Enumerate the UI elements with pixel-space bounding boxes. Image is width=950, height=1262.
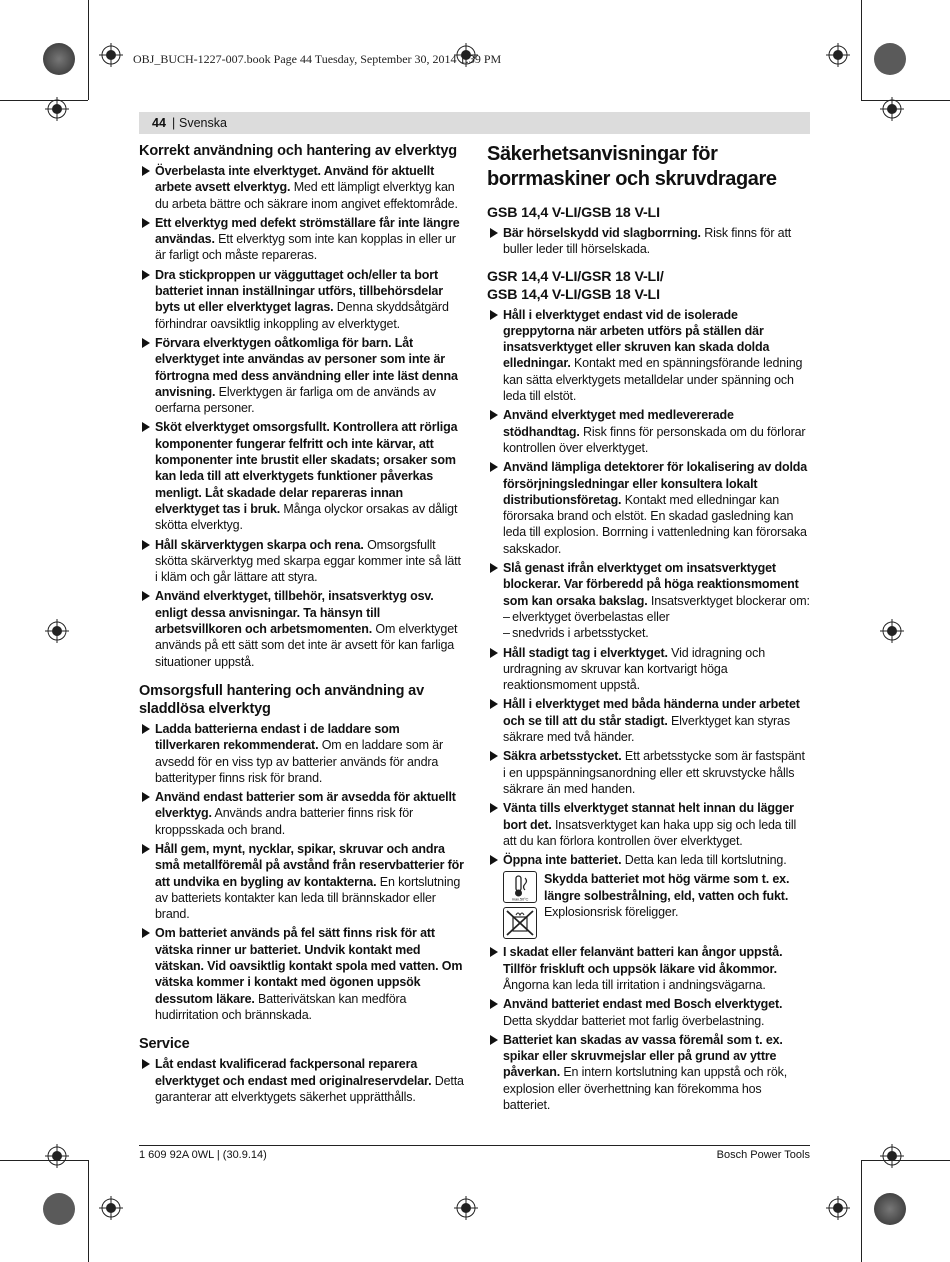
bullet-triangle-icon bbox=[142, 540, 150, 550]
list-item bbox=[487, 1032, 810, 1113]
item-bold-text: Slå genast ifrån elverktyget om insatsverktyget blockerar. Var förberedd på höga reaktionsmoment som kan orsaka bakslag. bbox=[503, 561, 799, 608]
item-plain-text: Elverktygen är farliga om de används av oerfarna personer. bbox=[155, 384, 436, 416]
bullet-triangle-icon bbox=[490, 855, 498, 865]
item-plain-text: Ett elverktyg som inte kan kopplas in eller ur är farligt och måste repareras. bbox=[155, 232, 456, 263]
bullet-triangle-icon bbox=[142, 218, 150, 228]
bullet-list bbox=[139, 163, 466, 670]
list-item bbox=[487, 560, 810, 609]
item-plain-text: Vid idragning och urdragning av skruvar kan kortvarigt höga reaktionsmoment uppstå. bbox=[503, 645, 766, 693]
icon-note-text bbox=[544, 871, 810, 920]
trim-mark bbox=[88, 0, 89, 100]
heat-warning-icon bbox=[503, 871, 537, 903]
bullet-triangle-icon bbox=[142, 928, 150, 938]
item-plain-text: En intern kortslutning kan uppstå och rök, explosion eller överhettning kan förekomma hos batteriet. bbox=[503, 1065, 788, 1113]
section-heading: Service bbox=[139, 1036, 190, 1053]
item-plain-text: Risk finns för personskada om du förlorar kontrollen över elverktyget. bbox=[503, 424, 806, 455]
bullet-triangle-icon bbox=[490, 228, 498, 238]
item-plain-text: Omsorgsfullt skötta skärverktyg med skarpa eggar kommer inte så lätt i kläm och går lättare att styra. bbox=[155, 537, 461, 585]
item-bold-text: Förvara elverktygen oåtkomliga för barn. Låt elverktyget inte användas av personer som inte är förtrogna med dess användning eller inte läst denna anvisning. bbox=[155, 335, 458, 399]
color-swatch bbox=[874, 1193, 906, 1225]
registration-mark bbox=[99, 43, 123, 67]
list-item bbox=[139, 789, 466, 838]
item-bold-text: Vänta tills elverktyget stannat helt innan du lägger bort det. bbox=[503, 801, 794, 832]
list-item bbox=[139, 925, 466, 1023]
item-plain-text: En kortslutning av batteriets kontakter kan leda till brännskador eller brand. bbox=[155, 874, 461, 922]
item-plain-text: Ångorna kan leda till irritation i andningsvägarna. bbox=[503, 977, 766, 992]
list-item bbox=[487, 407, 810, 456]
bullet-triangle-icon bbox=[490, 648, 498, 658]
item-bold-text: Om batteriet används på fel sätt finns risk för att vätska rinner ur batteriet. Undvik kontakt med vätskan. Vid oavsiktlig kontakt spola med vatten. Om vätska kommer i kontakt med ögonen uppsök dessutom läkare. bbox=[155, 926, 463, 1006]
item-plain-text: Detta skyddar batteriet mot farlig överbelastning. bbox=[503, 1013, 765, 1028]
list-item bbox=[139, 588, 466, 669]
bullet-triangle-icon bbox=[142, 270, 150, 280]
item-bold-text: Låt endast kvalificerad fackpersonal reparera elverktyget och endast med originalreservdelar. bbox=[155, 1057, 432, 1088]
item-bold-text: Använd elverktyget, tillbehör, insatsverktyg osv. enligt dessa anvisningar. Ta hänsyn till arbetsvillkoren och arbetsmomenten. bbox=[155, 589, 434, 637]
dash-item: – elverktyget överbelastas eller bbox=[503, 609, 670, 624]
footer-brand: Bosch Power Tools bbox=[716, 1149, 810, 1161]
item-bold-text: Använd lämpliga detektorer för lokalisering av dolda försörjningsledningar eller konsultera lokalt distributionsföretag. bbox=[503, 460, 808, 507]
bullet-triangle-icon bbox=[490, 751, 498, 761]
registration-mark bbox=[826, 43, 850, 67]
trim-mark bbox=[0, 1160, 88, 1161]
item-plain-text: Risk finns för att buller leder till hörselskada. bbox=[503, 226, 792, 257]
item-plain-text: Om elverktyget används på ett sätt som det inte är avsett för kan farliga situationer uppstå. bbox=[155, 622, 458, 669]
item-plain-text: Insatsverktyget blockerar om: bbox=[647, 593, 810, 608]
item-bold-text: Håll gem, mynt, nycklar, spikar, skruvar och andra små metallföremål på avstånd från reservbatterier för att undvika en bygling av kontakterna. bbox=[155, 841, 464, 889]
item-plain-text: Detta garanterar att elverktygets säkerhet upprätthålls. bbox=[155, 1073, 464, 1104]
list-item bbox=[139, 215, 466, 264]
item-plain-text: Elverktyget kan styras säkrare med två händer. bbox=[503, 713, 790, 745]
left-column bbox=[139, 142, 466, 1105]
page-title: Säkerhetsanvisningar för borrmaskiner och skruvdragare bbox=[487, 143, 777, 190]
item-plain-text: Kontakt med elledningar kan förorsaka brand och elstöt. En skadad gasledning kan leda till explosion. Borrning i vattenledning kan förorsaka sakskador. bbox=[503, 492, 807, 556]
list-item bbox=[487, 996, 810, 1029]
item-bold-text: Säkra arbetsstycket. bbox=[503, 749, 622, 764]
item-plain-text: Ett arbetsstycke som är fastspänt i en uppspänningsanordning eller ett skruvstycke hålls säkrare än med handen. bbox=[503, 749, 805, 796]
registration-mark bbox=[826, 1196, 850, 1220]
item-bold-text: Håll i elverktyget endast vid de isolerade greppytorna när arbeten utförs på ställen där insatsverktyget eller skruven kan skada dolda elledningar. bbox=[503, 307, 770, 371]
trim-mark bbox=[88, 1160, 89, 1262]
item-bold-text: Öppna inte batteriet. bbox=[503, 853, 622, 868]
item-plain-text: Många olyckor orsakas av dåligt skötta elverktyg. bbox=[155, 501, 458, 533]
list-item bbox=[139, 1056, 466, 1105]
icon-label: max.50°C bbox=[511, 896, 529, 902]
bullet-triangle-icon bbox=[142, 166, 150, 176]
registration-mark bbox=[454, 1196, 478, 1220]
item-plain-text: Om en laddare som är avsedd för en viss typ av batterier används för andra batterityper finns risk för brand. bbox=[155, 738, 444, 785]
icon-note-bold: Skydda batteriet mot hög värme som t. ex. längre solbestrålning, eld, vatten och fukt. bbox=[544, 872, 790, 903]
dash-item: – snedvrids i arbetsstycket. bbox=[503, 626, 649, 641]
bullet-triangle-icon bbox=[490, 803, 498, 813]
trim-mark bbox=[0, 100, 88, 101]
bullet-triangle-icon bbox=[142, 422, 150, 432]
bullet-list bbox=[487, 645, 810, 869]
list-item bbox=[487, 748, 810, 797]
icon-warning-block bbox=[487, 871, 810, 941]
registration-mark bbox=[45, 1144, 69, 1168]
item-bold-text: Håll skärverktygen skarpa och rena. bbox=[155, 537, 364, 552]
bullet-triangle-icon bbox=[490, 999, 498, 1009]
bullet-triangle-icon bbox=[142, 591, 150, 601]
model-heading: GSR 14,4 V-LI/GSR 18 V-LI/ GSB 14,4 V-LI/GSB 18 V-LI bbox=[487, 268, 664, 303]
right-column bbox=[487, 142, 810, 1113]
registration-mark bbox=[45, 619, 69, 643]
bullet-list bbox=[139, 721, 466, 1023]
color-swatch bbox=[874, 43, 906, 75]
trim-mark bbox=[861, 0, 862, 100]
list-item bbox=[139, 537, 466, 586]
registration-mark bbox=[880, 619, 904, 643]
list-item bbox=[139, 335, 466, 416]
bullet-triangle-icon bbox=[490, 947, 498, 957]
list-item bbox=[139, 841, 466, 922]
print-slug: OBJ_BUCH-1227-007.book Page 44 Tuesday, September 30, 2014 1:39 PM bbox=[133, 52, 502, 66]
registration-mark bbox=[880, 97, 904, 121]
item-plain-text: Används andra batterier finns risk för kroppsskada och brand. bbox=[155, 806, 414, 837]
list-item bbox=[487, 852, 810, 868]
list-item bbox=[487, 225, 810, 258]
bullet-triangle-icon bbox=[490, 310, 498, 320]
trim-mark bbox=[861, 100, 950, 101]
footer-doc-number: 1 609 92A 0WL | (30.9.14) bbox=[139, 1149, 267, 1161]
item-bold-text: Använd elverktyget med medlevererade stödhandtag. bbox=[503, 408, 734, 439]
item-bold-text: Använd endast batterier som är avsedda för aktuellt elverktyg. bbox=[155, 790, 456, 821]
list-item bbox=[139, 163, 466, 212]
model-heading: GSB 14,4 V-LI/GSB 18 V-LI bbox=[487, 205, 660, 221]
color-swatch bbox=[43, 1193, 75, 1225]
list-item bbox=[487, 645, 810, 694]
bullet-triangle-icon bbox=[490, 410, 498, 420]
item-bold-text: Använd batteriet endast med Bosch elverktyget. bbox=[503, 997, 783, 1012]
item-plain-text: Kontakt med en spänningsförande ledning kan sätta elverktygets metalldelar under spänning och leda till elstöt. bbox=[503, 356, 803, 404]
item-bold-text: Sköt elverktyget omsorgsfullt. Kontrollera att rörliga komponenter fungerar felfritt och inte kärvar, att komponenter inte brustit eller skadats; orsaker som kan leda till att elverktygets funktioner påverkas menligt. Låt skadade delar repareras innan elverktyget tas i bruk. bbox=[155, 420, 458, 516]
bullet-triangle-icon bbox=[490, 1035, 498, 1045]
list-item bbox=[487, 944, 810, 993]
icon-note-plain: Explosionsrisk föreligger. bbox=[544, 904, 679, 919]
bullet-triangle-icon bbox=[490, 462, 498, 472]
footer-rule bbox=[139, 1145, 810, 1146]
bullet-list bbox=[487, 944, 810, 1113]
header-language: Svenska bbox=[179, 116, 227, 130]
bullet-triangle-icon bbox=[142, 844, 150, 854]
bullet-list bbox=[139, 1056, 466, 1105]
list-item bbox=[487, 307, 810, 405]
item-plain-text: Denna skyddsåtgärd förhindrar oavsiktlig inkoppling av elverktyget. bbox=[155, 300, 449, 331]
item-bold-text: Håll i elverktyget med båda händerna under arbetet och se till att du står stadigt. bbox=[503, 697, 800, 728]
list-item bbox=[139, 419, 466, 533]
list-item bbox=[487, 459, 810, 557]
bullet-list bbox=[487, 225, 810, 258]
list-item bbox=[487, 696, 810, 745]
section-heading: Omsorgsfull hantering och användning av sladdlösa elverktyg bbox=[139, 682, 424, 717]
list-item bbox=[139, 267, 466, 332]
registration-mark bbox=[99, 1196, 123, 1220]
item-bold-text: Överbelasta inte elverktyget. Använd för aktuellt arbete avsett elverktyg. bbox=[155, 164, 435, 195]
bullet-triangle-icon bbox=[142, 792, 150, 802]
bullet-triangle-icon bbox=[142, 1059, 150, 1069]
color-swatch bbox=[43, 43, 75, 75]
item-plain-text: Batterivätskan kan medföra hudirritation och brännskada. bbox=[155, 991, 407, 1022]
list-item bbox=[487, 800, 810, 849]
bullet-triangle-icon bbox=[142, 724, 150, 734]
item-bold-text: I skadat eller felanvänt batteri kan ångor uppstå. Tillför friskluft och uppsök läkare vid åkommor. bbox=[503, 945, 783, 976]
trim-mark bbox=[861, 1160, 862, 1262]
item-bold-text: Håll stadigt tag i elverktyget. bbox=[503, 645, 668, 660]
item-bold-text: Dra stickproppen ur vägguttaget och/eller ta bort batteriet innan inställningar utförs, tillbehörsdelar byts ut eller elverktyget lagras. bbox=[155, 267, 443, 315]
bullet-triangle-icon bbox=[490, 563, 498, 573]
item-bold-text: Batteriet kan skadas av vassa föremål som t. ex. spikar eller skruvmejslar eller på grund av yttre påverkan. bbox=[503, 1032, 783, 1080]
bullet-list bbox=[487, 307, 810, 609]
page-number: 44 bbox=[152, 116, 166, 130]
item-bold-text: Bär hörselskydd vid slagborrning. bbox=[503, 226, 701, 240]
item-bold-text: Ett elverktyg med defekt strömställare får inte längre användas. bbox=[155, 215, 460, 247]
item-bold-text: Ladda batterierna endast i de laddare som tillverkaren rekommenderat. bbox=[155, 721, 400, 753]
trim-mark bbox=[861, 1160, 950, 1161]
registration-mark bbox=[45, 97, 69, 121]
no-fire-water-icon bbox=[503, 907, 537, 939]
section-heading: Korrekt användning och hantering av elverktyg bbox=[139, 143, 457, 159]
item-plain-text: Med ett lämpligt elverktyg kan du arbeta bättre och säkrare inom angivet effektområde. bbox=[155, 180, 458, 211]
header-separator: | bbox=[172, 116, 176, 130]
running-header bbox=[139, 112, 810, 134]
bullet-triangle-icon bbox=[142, 338, 150, 348]
registration-mark bbox=[880, 1144, 904, 1168]
item-plain-text: Insatsverktyget kan haka upp sig och leda till att du kan förlora kontrollen över elverktyget. bbox=[503, 817, 797, 848]
list-item bbox=[139, 721, 466, 786]
bullet-triangle-icon bbox=[490, 699, 498, 709]
item-plain-text: Detta kan leda till kortslutning. bbox=[621, 853, 787, 868]
